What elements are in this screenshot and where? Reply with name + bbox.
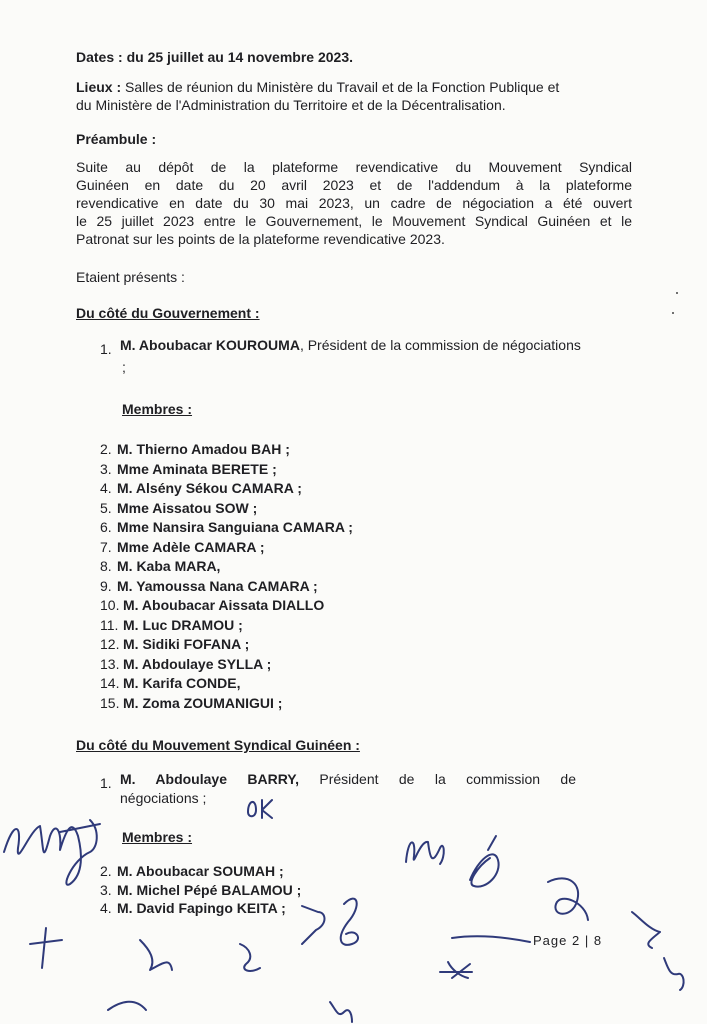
lieux-label: Lieux : [76,79,122,95]
gouv-president-name: M. Aboubacar KOUROUMA [120,337,300,353]
preambule-line-4: le 25 juillet 2023 entre le Gouvernement, le Mouvement Syndical Guinéen et le [76,213,632,229]
gouv-member-number: 14. [100,675,120,691]
synd-president-name: M. Abdoulaye BARRY, [120,771,299,787]
synd-member-name: M. Michel Pépé BALAMOU ; [117,881,302,898]
gouv-member-name: M. Zoma ZOUMANIGUI ; [123,694,283,711]
signature-right-loop [548,878,588,920]
gouv-member-name: M. Kaba MARA, [117,558,221,574]
signature-bottom-1 [140,940,172,970]
page-label: Page [533,933,568,948]
synd-president-line-2: négociations ; [120,790,207,806]
gouv-member-number: 2. [100,441,112,457]
dates-value: du 25 juillet au 14 novembre 2023. [126,49,354,65]
gouv-member-name: M. Aboubacar Aissata DIALLO [123,597,325,613]
synd-president-number: 1. [100,775,112,791]
syndical-heading: Du côté du Mouvement Syndical Guinéen : [76,737,360,753]
dates-label: Dates : [76,49,123,65]
gouv-member-number: 9. [100,577,112,594]
synd-member-name: M. David Fapingo KEITA ; [117,900,286,916]
preambule-line-5: Patronat sur les points de la plateforme revendicative 2023. [76,231,445,247]
signature-page-dash [452,936,530,942]
gouv-member-number: 10. [100,597,120,613]
gouv-member-name: M. Sidiki FOFANA ; [123,636,250,652]
initials-middle [406,842,444,864]
gouv-member-name: M. Abdoulaye SYLLA ; [123,655,272,672]
page-total: 8 [593,933,603,948]
signature-bottom-4 [330,1002,352,1022]
gouv-president-role: , Président de la commission de négociations [299,337,581,353]
gouv-membres-label: Membres : [122,401,193,417]
gouvernement-heading: Du côté du Gouvernement : [76,305,260,321]
gouv-president-tail: ; [122,359,126,375]
gouv-member-name: M. Karifa CONDE, [123,675,241,691]
preambule-line-1: Suite au dépôt de la plateforme revendicative du Mouvement Syndical [76,159,632,175]
synd-member-number: 4. [100,900,112,916]
gouv-member-number: 11. [100,616,119,633]
initials-right [470,836,499,887]
signature-over-keita [302,906,325,944]
gouv-member-name: Mme Aissatou SOW ; [117,499,258,516]
gouv-member-number: 15. [100,694,120,711]
gouv-member-name: M. Yamoussa Nana CAMARA ; [117,577,318,594]
signature-bottom-2 [240,944,260,971]
gouv-member-number: 4. [100,480,112,496]
page-current: 2 [572,933,581,948]
lieux-text-1: Salles de réunion du Ministère du Travail et de la Fonction Publique et [125,79,560,95]
synd-member-number: 2. [100,863,112,879]
synd-membres-label: Membres : [122,829,193,845]
presents-label: Etaient présents : [76,269,185,285]
gouv-member-name: Mme Adèle CAMARA ; [117,538,265,555]
signature-bottom-right [664,958,684,990]
signature-left [4,820,100,885]
lieux-line-2: du Ministère de l'Administration du Territoire et de la Décentralisation. [76,97,506,113]
gouv-member-number: 12. [100,636,120,652]
preambule-heading: Préambule : [76,131,157,147]
signature-bottom-3 [108,1002,146,1010]
gouv-member-number: 7. [100,538,112,555]
gouv-member-number: 3. [100,460,112,477]
gouv-member-number: 13. [100,655,120,672]
synd-member-number: 3. [100,881,112,898]
signature-far-right [632,912,660,948]
preambule-line-2: Guinéen en date du 20 avril 2023 et de l'addendum à la plateforme [76,177,632,193]
gouv-member-number: 8. [100,558,112,574]
cross-mark-bottom [440,962,472,978]
gouv-member-name: M. Luc DRAMOU ; [123,616,243,633]
gouv-member-name: M. Alsény Sékou CAMARA ; [117,480,302,496]
cross-mark-left [30,928,62,968]
gouv-member-number: 5. [100,499,112,516]
initials-barry [248,800,272,818]
gouv-member-number: 6. [100,519,112,535]
page-number: Page 2 | 8 [533,933,603,948]
synd-president-role: Président de la commission de [319,771,576,787]
gouv-president-number: 1. [100,341,112,357]
preambule-line-3: revendicative en date du 30 mai 2023, un cadre de négociation a été ouvert [76,195,632,211]
signature-tall-s [341,899,358,945]
gouv-member-name: Mme Aminata BERETE ; [117,460,277,477]
gouv-member-name: M. Thierno Amadou BAH ; [117,441,290,457]
synd-member-name: M. Aboubacar SOUMAH ; [117,863,284,879]
gouv-member-name: Mme Nansira Sanguiana CAMARA ; [117,519,353,535]
